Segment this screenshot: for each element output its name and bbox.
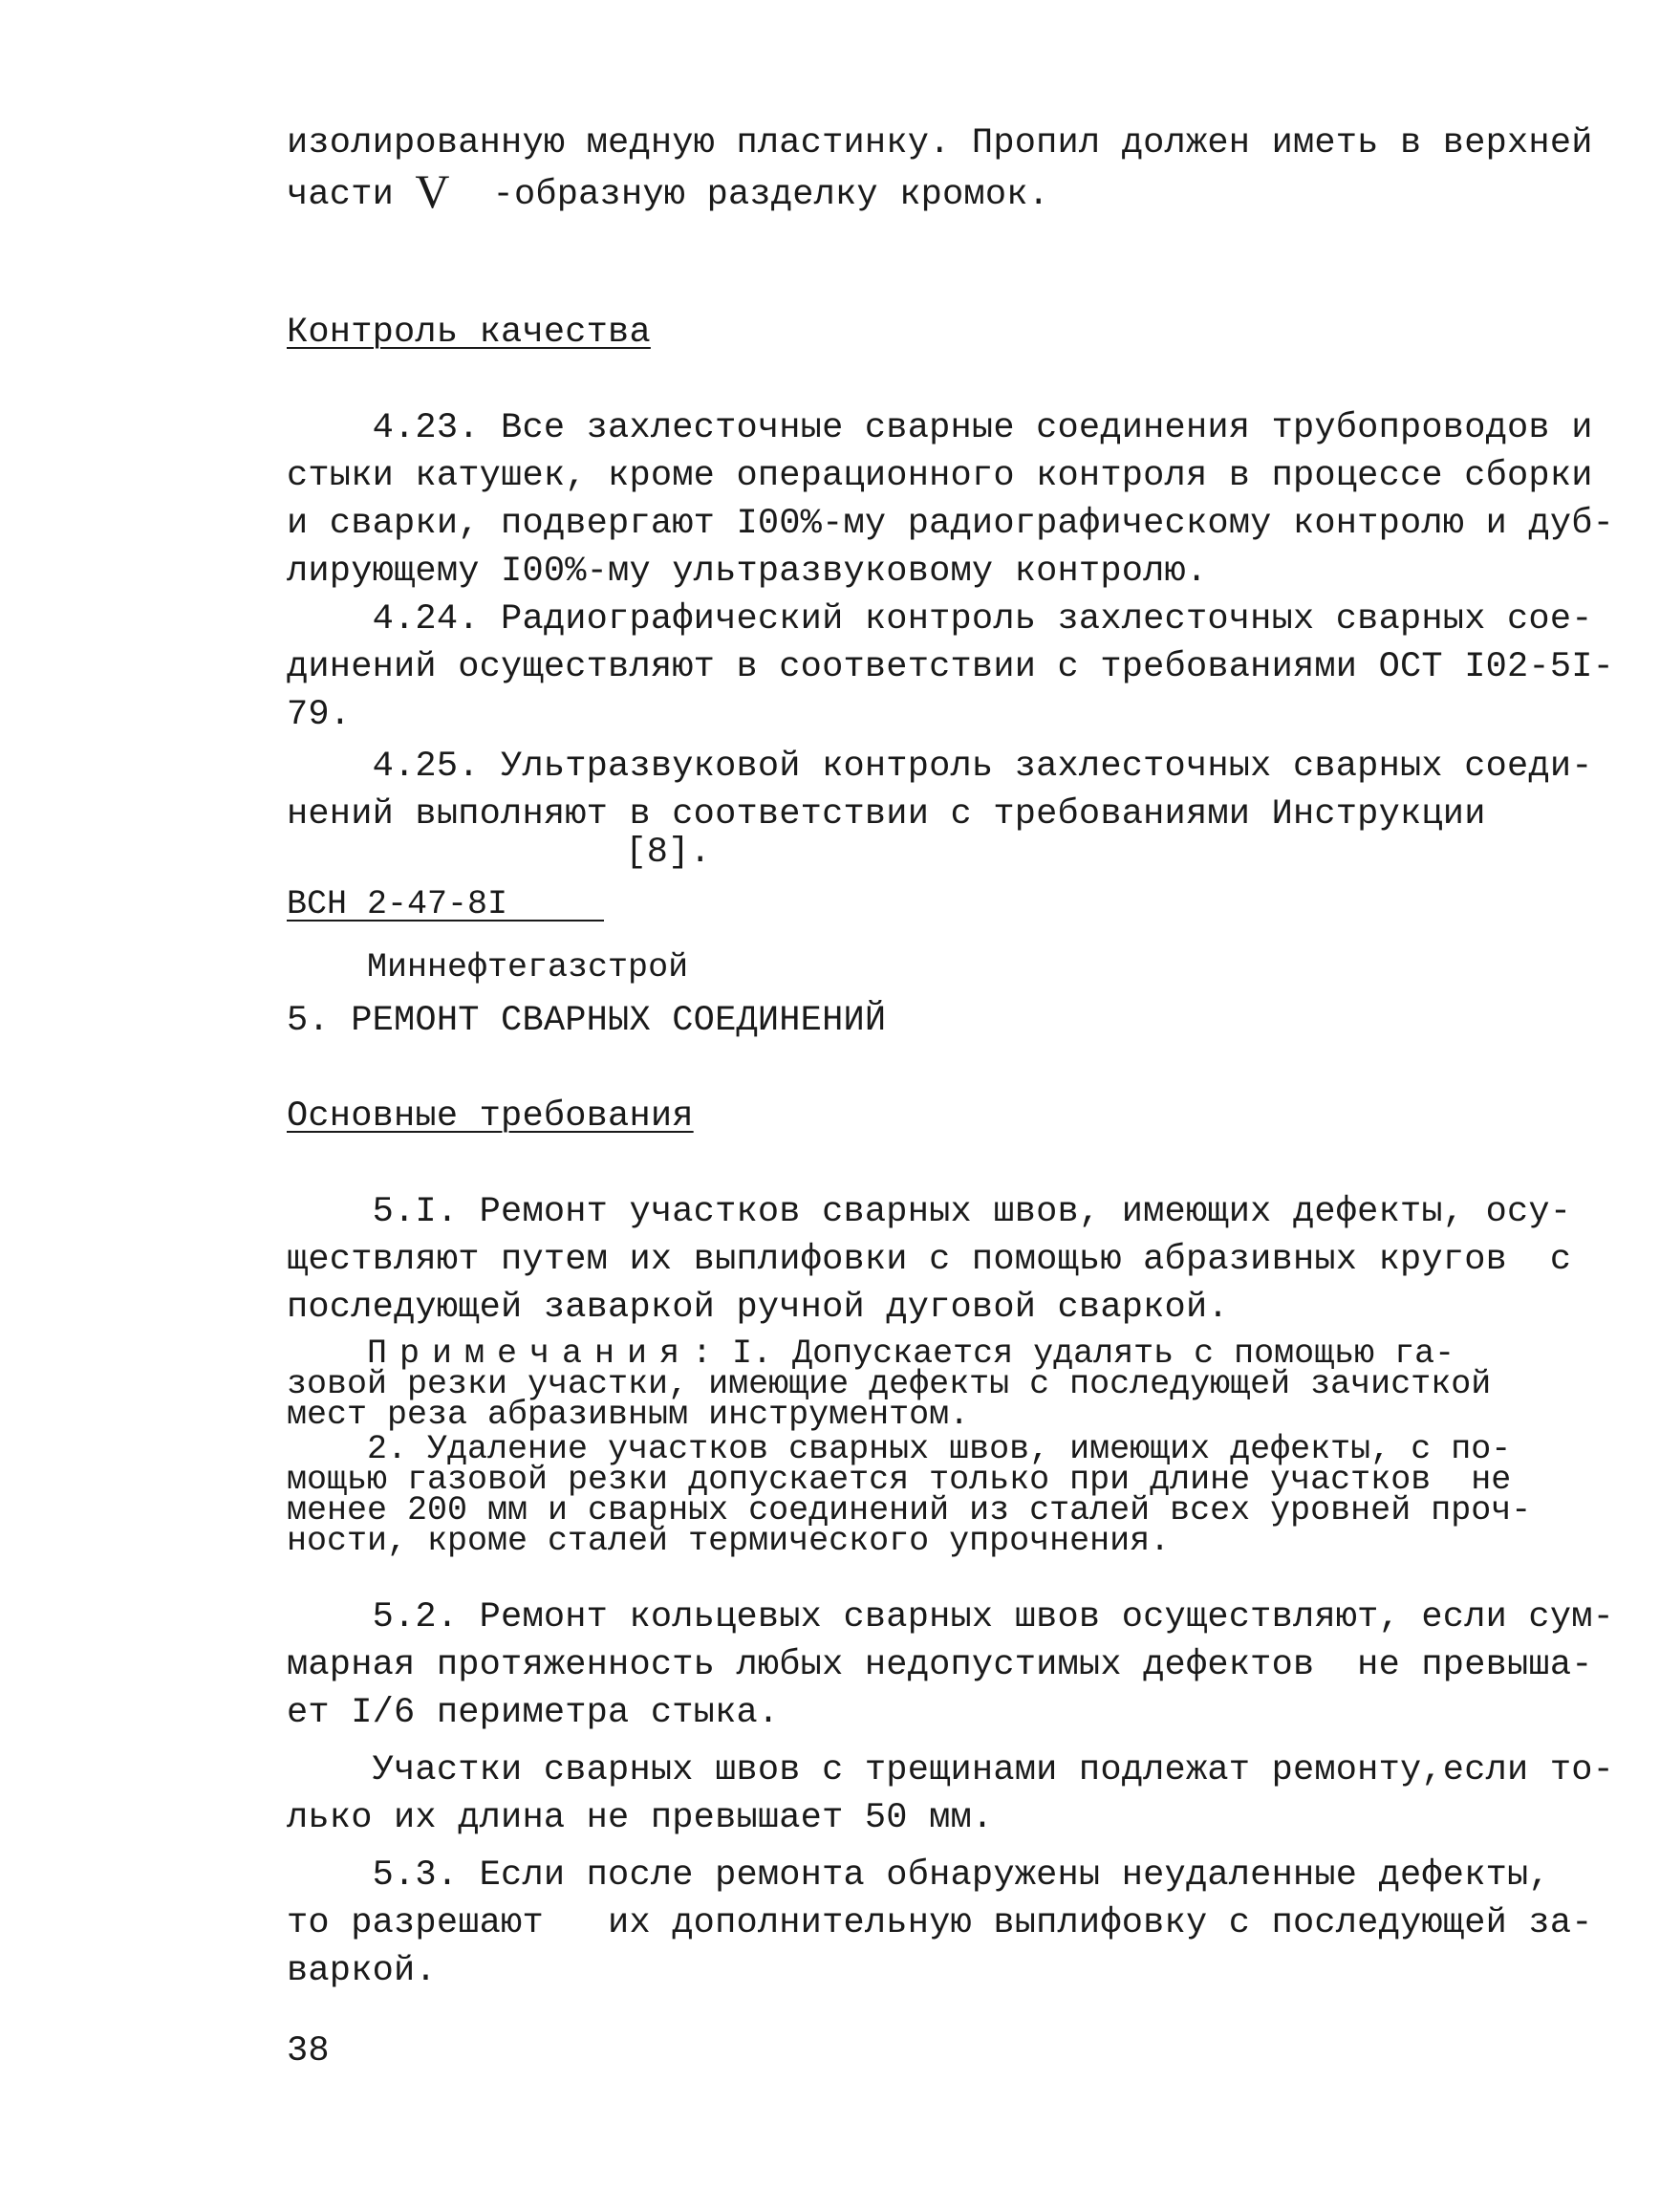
paragraph-line: стыки катушек, кроме операционного контроля в процессе сборки	[287, 456, 1593, 496]
paragraph-line: и сварки, подвергают I00%-му радиографическому контролю и дуб-	[287, 504, 1615, 544]
intro-line: изолированную медную пластинку. Пропил должен иметь в верхней	[287, 123, 1593, 163]
reference-citation: [8].	[604, 833, 712, 873]
section-heading-quality: Контроль качества	[287, 313, 651, 353]
paragraph-line: 5.2. Ремонт кольцевых сварных швов осуществляют, если сум-	[287, 1597, 1615, 1637]
paragraph-line: 4.24. Радиографический контроль захлесточных сварных сое-	[287, 599, 1593, 640]
paragraph-line: нений выполняют в соответствии с требованиями Инструкции	[287, 794, 1486, 835]
note-line: мест реза абразивным инструментом.	[287, 1396, 970, 1434]
reference-bottom: Миннефтегазстрой	[367, 948, 689, 987]
note-line: менее 200 мм и сварных соединений из сталей всех уровней проч-	[287, 1491, 1532, 1529]
section-title: 5. РЕМОНТ СВАРНЫХ СОЕДИНЕНИЙ	[287, 1001, 887, 1041]
paragraph-line: лько их длина не превышает 50 мм.	[287, 1798, 994, 1838]
section-subheading: Основные требования	[287, 1096, 694, 1137]
paragraph-line: ет I/6 периметра стыка.	[287, 1693, 780, 1733]
note-heading: Примечания: I. Допускается удалять с помощью га-	[367, 1334, 1455, 1373]
note-label: Примечания	[367, 1334, 693, 1373]
note-line: ности, кроме сталей термического упрочнения.	[287, 1522, 1171, 1560]
paragraph-line: 4.23. Все захлесточные сварные соединения трубопроводов и	[287, 408, 1593, 448]
note-line: 2. Удаление участков сварных швов, имеющих дефекты, с по-	[287, 1430, 1512, 1468]
note-line: зовой резки участки, имеющие дефекты с последующей зачисткой	[287, 1365, 1492, 1403]
page-number: 38	[287, 2031, 330, 2071]
paragraph-line: динений осуществляют в соответствии с требованиями ОСТ I02-5I-	[287, 647, 1615, 687]
paragraph-line: то разрешают их дополнительную выплифовку с последующей за-	[287, 1903, 1593, 1943]
paragraph-line: ществляют путем их выплифовки с помощью абразивных кругов с	[287, 1240, 1572, 1280]
paragraph-line: 79.	[287, 695, 352, 735]
paragraph-line: марная протяженность любых недопустимых дефектов не превыша-	[287, 1645, 1593, 1685]
paragraph-line: лирующему I00%-му ультразвуковому контролю.	[287, 552, 1208, 592]
reference-top: ВСН 2-47-8I	[287, 889, 604, 922]
intro-line: части V -образную разделку кромок.	[287, 164, 1050, 218]
paragraph-line: 5.I. Ремонт участков сварных швов, имеющих дефекты, осу-	[287, 1192, 1572, 1232]
paragraph-line: Участки сварных швов с трещинами подлежат ремонту,если то-	[287, 1750, 1615, 1790]
paragraph-line: 5.3. Если после ремонта обнаружены неудаленные дефекты,	[287, 1855, 1550, 1896]
paragraph-line: 4.25. Ультразвуковой контроль захлесточных сварных соеди-	[287, 747, 1593, 787]
paragraph-line: варкой.	[287, 1951, 437, 1991]
v-symbol: V	[415, 164, 450, 218]
note-line: мощью газовой резки допускается только при длине участков не	[287, 1461, 1512, 1499]
paragraph-line: последующей заваркой ручной дуговой сваркой.	[287, 1288, 1229, 1328]
